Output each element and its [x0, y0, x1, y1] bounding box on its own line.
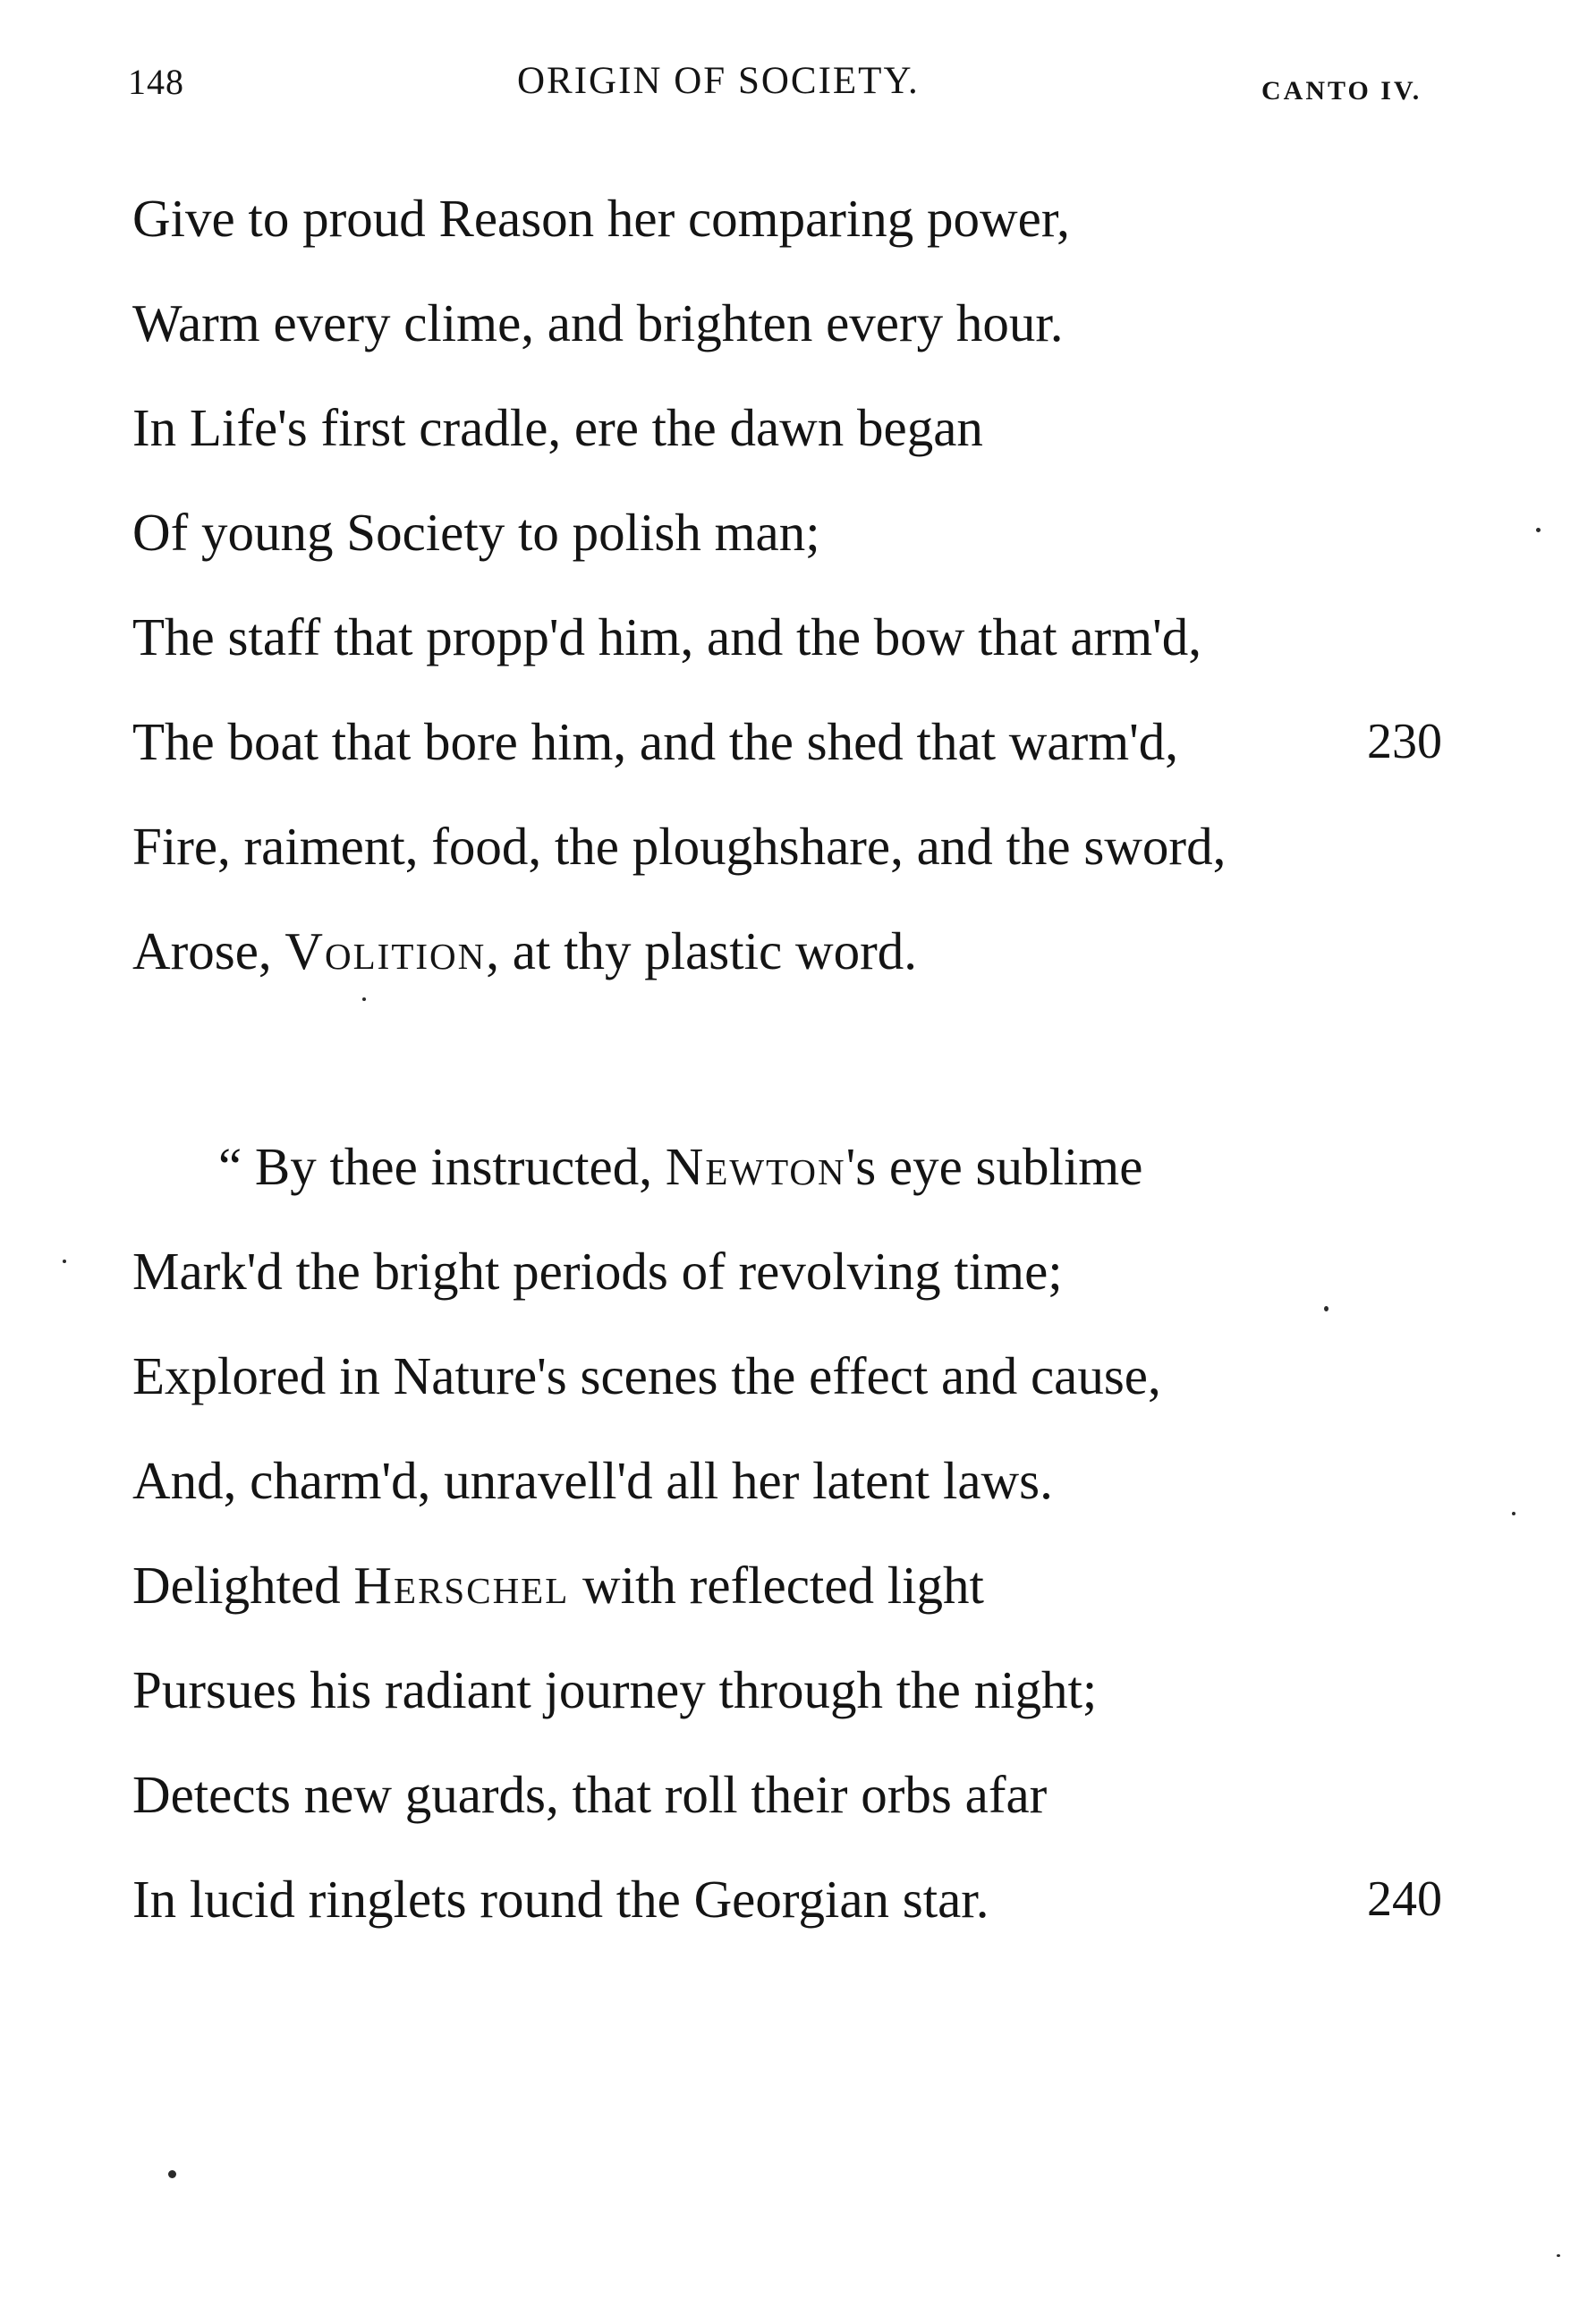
- small-caps-name: Newton: [665, 1137, 846, 1196]
- print-speck: [1557, 2254, 1560, 2257]
- small-caps-name: Volition: [284, 921, 487, 980]
- verse-line: Of young Society to polish man;: [132, 503, 820, 562]
- verse-line: The staff that propp'd him, and the bow that arm'd,: [132, 607, 1201, 666]
- line-number: 240: [1367, 1871, 1442, 1927]
- verse-line: Fire, raiment, food, the ploughshare, and the sword,: [132, 817, 1227, 876]
- print-speck: [1536, 528, 1541, 532]
- running-title: ORIGIN OF SOCIETY.: [517, 60, 920, 102]
- verse-line: Warm every clime, and brighten every hour.: [132, 293, 1064, 352]
- verse-line: In lucid ringlets round the Georgian star. 240: [132, 1847, 1510, 1952]
- verse-line: “ By thee instructed, Newton's eye sublime: [218, 1137, 1143, 1196]
- verse-line: And, charm'd, unravell'd all her latent laws.: [132, 1451, 1053, 1510]
- print-speck: [362, 997, 366, 1001]
- print-speck: [1512, 1512, 1515, 1515]
- running-head: [0, 0, 1596, 143]
- verse-line: Give to proud Reason her comparing power,: [132, 189, 1070, 248]
- print-speck: [63, 1260, 66, 1263]
- page-number: 148: [128, 62, 184, 102]
- verse-line: In Life's first cradle, ere the dawn began: [132, 398, 983, 457]
- stanza: [132, 166, 1510, 1004]
- verse-line: Delighted Herschel with reflected light: [132, 1556, 984, 1615]
- verse-line: Arose, Volition, at thy plastic word.: [132, 921, 917, 980]
- verse-line: Explored in Nature's scenes the effect and cause,: [132, 1346, 1161, 1405]
- small-caps-name: Herschel: [353, 1556, 570, 1615]
- line-number: 230: [1367, 714, 1442, 769]
- verse-line: The boat that bore him, and the shed that warm'd, 230: [132, 690, 1510, 794]
- verse-line: Detects new guards, that roll their orbs afar: [132, 1765, 1048, 1824]
- canto-label: CANTO IV.: [1261, 76, 1422, 106]
- verse-line: Mark'd the bright periods of revolving time;: [132, 1242, 1063, 1301]
- verse-line: Pursues his radiant journey through the night;: [132, 1660, 1098, 1719]
- stanza: [132, 1115, 1510, 1952]
- print-speck: [168, 2170, 176, 2178]
- print-speck: [1324, 1306, 1329, 1311]
